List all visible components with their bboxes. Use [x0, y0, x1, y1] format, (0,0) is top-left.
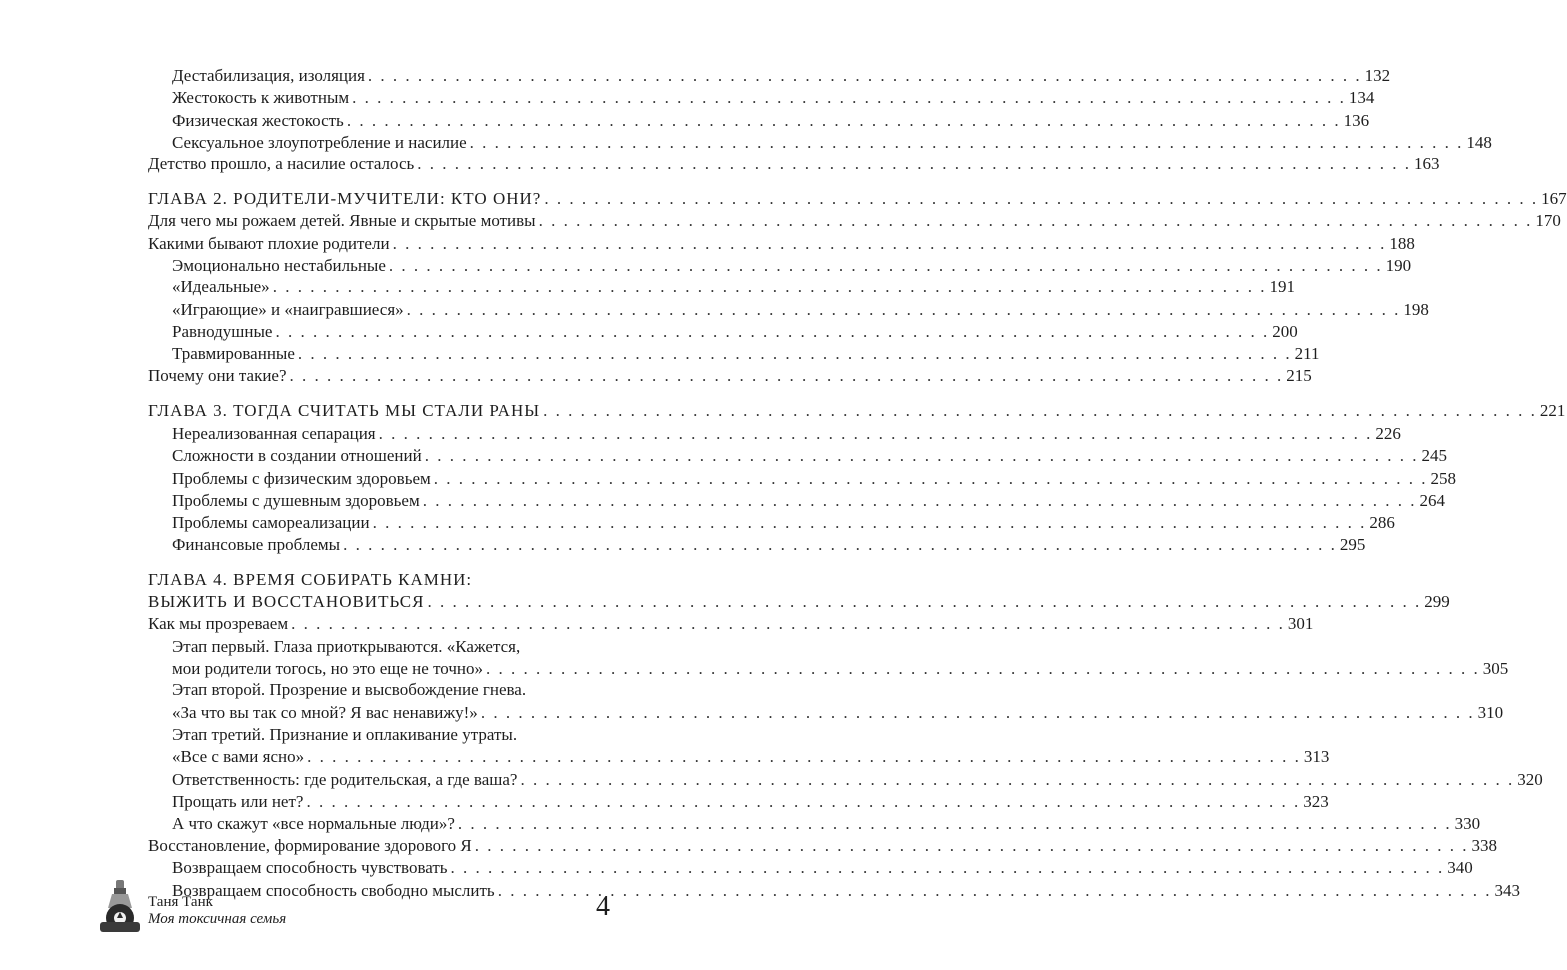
- toc-entry-title: Финансовые проблемы: [172, 535, 341, 554]
- toc-page-number: 198: [1403, 300, 1429, 319]
- toc-page-number: 132: [1364, 66, 1391, 85]
- toc-row: [0, 109, 1370, 133]
- toc-leader-dots: . . . . . . . . . . . . . . . . . . . . . . . . . . . . . . . . . . . . . . . . . . . . . . . . . . . . . . . . . . . . . . . . . . . . . . . . . . . . . . . .: [392, 234, 1387, 253]
- toc-page-number: 245: [1421, 446, 1447, 465]
- toc-row: [0, 612, 1314, 636]
- toc-row: [0, 768, 1543, 792]
- toc-entry-title: ГЛАВА 2. РОДИТЕЛИ-МУЧИТЕЛИ: КТО ОНИ?: [148, 189, 542, 208]
- toc-leader-dots: . . . . . . . . . . . . . . . . . . . . . . . . . . . . . . . . . . . . . . . . . . . . . . . . . . . . . . . . . . . . . . . . . . . . . . . . . . . . . . . .: [450, 858, 1445, 877]
- toc-entry-title: Прощать или нет?: [172, 792, 304, 811]
- toc-page-number: 313: [1303, 747, 1330, 766]
- toc-leader-dots: . . . . . . . . . . . . . . . . . . . . . . . . . . . . . . . . . . . . . . . . . . . . . . . . . . . . . . . . . . . . . . . . . . . . . . . . . . . . . . . .: [297, 344, 1292, 363]
- toc-leader-dots: . . . . . . . . . . . . . . . . . . . . . . . . . . . . . . . . . . . . . . . . . . . . . . . . . . . . . . . . . . . . . . . . . . . . . . . . . . . . . . . .: [433, 469, 1428, 488]
- toc-leader-dots: . . . . . . . . . . . . . . . . . . . . . . . . . . . . . . . . . . . . . . . . . . . . . . . . . . . . . . . . . . . . . . . . . . . . . . . . . . . . . . . .: [544, 189, 1539, 208]
- toc-entry-title: Равнодушные: [172, 322, 273, 341]
- toc-entry-title: «Все с вами ясно»: [172, 747, 305, 766]
- toc-page-number: 299: [1424, 592, 1450, 611]
- toc-leader-dots: . . . . . . . . . . . . . . . . . . . . . . . . . . . . . . . . . . . . . . . . . . . . . . . . . . . . . . . . . . . . . . . . . . . . . . . . . . . . . . . .: [367, 66, 1362, 85]
- toc-leader-dots: . . . . . . . . . . . . . . . . . . . . . . . . . . . . . . . . . . . . . . . . . . . . . . . . . . . . . . . . . . . . . . . . . . . . . . . . . . . . . . . .: [480, 703, 1475, 722]
- toc-row: [0, 444, 1447, 468]
- toc-entry-title: Сложности в создании отношений: [172, 446, 422, 465]
- toc-entry-title: Этап третий. Признание и оплакивание утраты.: [172, 725, 518, 744]
- toc-chapter-row: [0, 568, 617, 592]
- toc-row: [0, 422, 1401, 446]
- toc-page-number: 170: [1535, 211, 1561, 230]
- toc-row: [0, 232, 1415, 256]
- publisher-logo-icon: [98, 878, 142, 936]
- toc-row: [0, 834, 1498, 858]
- toc-leader-dots: . . . . . . . . . . . . . . . . . . . . . . . . . . . . . . . . . . . . . . . . . . . . . . . . . . . . . . . . . . . . . . . . . . . . . . . . . . . . . . . .: [289, 366, 1284, 385]
- toc-row: [0, 467, 1457, 491]
- toc-page-number: 211: [1294, 344, 1320, 363]
- toc-leader-dots: . . . . . . . . . . . . . . . . . . . . . . . . . . . . . . . . . . . . . . . . . . . . . . . . . . . . . . . . . . . . . . . . . . . . . . . . . . . . . . . .: [307, 747, 1301, 766]
- toc-leader-dots: . . . . . . . . . . . . . . . . . . . . . . . . . . . . . . . . . . . . . . . . . . . . . . . . . . . . . . . . . . . . . . . . . . . . . . . . . . . . . . . .: [388, 256, 1383, 275]
- toc-page-number: 163: [1414, 154, 1440, 173]
- toc-row: [0, 678, 617, 702]
- toc-entry-title: Ответственность: где родительская, а где ваша?: [172, 770, 518, 789]
- toc-page-number: 264: [1419, 491, 1445, 510]
- toc-leader-dots: . . . . . . . . . . . . . . . . . . . . . . . . . . . . . . . . . . . . . . . . . . . . . . . . . . . . . . . . . . . . . . . . . . . . . . . . . . . . . . . .: [485, 659, 1480, 678]
- toc-entry-title: Физическая жестокость: [172, 111, 344, 130]
- toc-chapter-row: [0, 590, 1450, 614]
- toc-entry-title: Нереализованная сепарация: [172, 424, 376, 443]
- toc-entry-title: Как мы прозреваем: [148, 614, 289, 633]
- toc-entry-title: Детство прошло, а насилие осталось: [148, 154, 415, 173]
- toc-page-number: 320: [1517, 770, 1543, 789]
- toc-entry-title: Сексуальное злоупотребление и насилие: [172, 133, 467, 152]
- toc-leader-dots: . . . . . . . . . . . . . . . . . . . . . . . . . . . . . . . . . . . . . . . . . . . . . . . . . . . . . . . . . . . . . . . . . . . . . . . . . . . . . . . .: [422, 491, 1417, 510]
- toc-entry-title: Почему они такие?: [148, 366, 287, 385]
- toc-row: [0, 790, 1329, 814]
- toc-entry-title: «Играющие» и «наигравшиеся»: [172, 300, 404, 319]
- toc-page-number: 190: [1385, 256, 1412, 275]
- footer-book-title: Моя токсичная семья: [148, 911, 287, 927]
- toc-entry-title: ГЛАВА 3. ТОГДА СЧИТАТЬ МЫ СТАЛИ РАНЫ: [148, 401, 541, 420]
- toc-leader-dots: . . . . . . . . . . . . . . . . . . . . . . . . . . . . . . . . . . . . . . . . . . . . . . . . . . . . . . . . . . . . . . . . . . . . . . . . . . . . . . . .: [346, 111, 1341, 130]
- toc-leader-dots: . . . . . . . . . . . . . . . . . . . . . . . . . . . . . . . . . . . . . . . . . . . . . . . . . . . . . . . . . . . . . . . . . . . . . . . . . . . . . . . .: [417, 154, 1412, 173]
- toc-entry-title: Возвращаем способность свободно мыслить: [172, 881, 495, 900]
- toc-entry-title: Эмоционально нестабильные: [172, 256, 386, 275]
- toc-entry-title: Травмированные: [172, 344, 295, 363]
- toc-leader-dots: . . . . . . . . . . . . . . . . . . . . . . . . . . . . . . . . . . . . . . . . . . . . . . . . . . . . . . . . . . . . . . . . . . . . . . . . . . . . . . . .: [343, 535, 1337, 554]
- toc-row: [0, 533, 1366, 557]
- toc-leader-dots: . . . . . . . . . . . . . . . . . . . . . . . . . . . . . . . . . . . . . . . . . . . . . . . . . . . . . . . . . . . . . . . . . . . . . . . . . . . . . . . .: [275, 322, 1270, 341]
- toc-leader-dots: . . . . . . . . . . . . . . . . . . . . . . . . . . . . . . . . . . . . . . . . . . . . . . . . . . . . . . . . . . . . . . . . . . . . . . . . . . . . . . . .: [352, 88, 1346, 107]
- toc-leader-dots: . . . . . . . . . . . . . . . . . . . . . . . . . . . . . . . . . . . . . . . . . . . . . . . . . . . . . . . . . . . . . . . . . . . . . . . . . . . . . . . .: [372, 513, 1367, 532]
- toc-row: [0, 489, 1445, 513]
- toc-row: [0, 701, 1504, 725]
- page-number: 4: [596, 891, 610, 922]
- toc-page-number: 338: [1471, 836, 1498, 855]
- toc-row: [0, 86, 1375, 110]
- toc-leader-dots: . . . . . . . . . . . . . . . . . . . . . . . . . . . . . . . . . . . . . . . . . . . . . . . . . . . . . . . . . . . . . . . . . . . . . . . . . . . . . . . .: [272, 277, 1267, 296]
- toc-entry-title: Этап второй. Прозрение и высвобождение гнева.: [172, 680, 527, 699]
- toc-entry-title: «За что вы так со мной? Я вас ненавижу!»: [172, 703, 478, 722]
- toc-leader-dots: . . . . . . . . . . . . . . . . . . . . . . . . . . . . . . . . . . . . . . . . . . . . . . . . . . . . . . . . . . . . . . . . . . . . . . . . . . . . . . . .: [469, 133, 1464, 152]
- toc-leader-dots: . . . . . . . . . . . . . . . . . . . . . . . . . . . . . . . . . . . . . . . . . . . . . . . . . . . . . . . . . . . . . . . . . . . . . . . . . . . . . . . .: [378, 424, 1373, 443]
- toc-page-number: 330: [1454, 814, 1481, 833]
- toc-row: [0, 745, 1330, 769]
- toc-row: [0, 723, 617, 747]
- toc-page-number: 136: [1343, 111, 1370, 130]
- toc-page-number: 310: [1477, 703, 1504, 722]
- toc-leader-dots: . . . . . . . . . . . . . . . . . . . . . . . . . . . . . . . . . . . . . . . . . . . . . . . . . . . . . . . . . . . . . . . . . . . . . . . . . . . . . . . .: [474, 836, 1469, 855]
- toc-entry-title: Этап первый. Глаза приоткрываются. «Кажется,: [172, 637, 521, 656]
- toc-entry-title: Проблемы с физическим здоровьем: [172, 469, 431, 488]
- toc-row: [0, 879, 1520, 903]
- toc-leader-dots: . . . . . . . . . . . . . . . . . . . . . . . . . . . . . . . . . . . . . . . . . . . . . . . . . . . . . . . . . . . . . . . . . . . . . . . . . . . . . . . .: [406, 300, 1401, 319]
- toc-page-number: 188: [1389, 234, 1415, 253]
- toc-row: [0, 64, 1391, 88]
- toc-row: [0, 209, 1561, 233]
- toc-row: [0, 856, 1473, 880]
- footer-author: Таня Танк: [148, 894, 213, 910]
- toc-leader-dots: . . . . . . . . . . . . . . . . . . . . . . . . . . . . . . . . . . . . . . . . . . . . . . . . . . . . . . . . . . . . . . . . . . . . . . . . . . . . . . . .: [424, 446, 1419, 465]
- toc-leader-dots: . . . . . . . . . . . . . . . . . . . . . . . . . . . . . . . . . . . . . . . . . . . . . . . . . . . . . . . . . . . . . . . . . . . . . . . . . . . . . . . .: [543, 401, 1537, 420]
- toc-page-number: 323: [1303, 792, 1329, 811]
- toc-entry-title: Возвращаем способность чувствовать: [172, 858, 448, 877]
- toc-row: [0, 812, 1481, 836]
- toc-leader-dots: . . . . . . . . . . . . . . . . . . . . . . . . . . . . . . . . . . . . . . . . . . . . . . . . . . . . . . . . . . . . . . . . . . . . . . . . . . . . . . . .: [538, 211, 1533, 230]
- toc-page-number: 343: [1494, 881, 1520, 900]
- toc-entry-title: А что скажут «все нормальные люди»?: [172, 814, 455, 833]
- toc-page-number: 295: [1339, 535, 1366, 554]
- toc-entry-title: «Идеальные»: [172, 277, 270, 296]
- toc-leader-dots: . . . . . . . . . . . . . . . . . . . . . . . . . . . . . . . . . . . . . . . . . . . . . . . . . . . . . . . . . . . . . . . . . . . . . . . . . . . . . . . .: [497, 881, 1492, 900]
- toc-chapter-row: [0, 399, 1566, 423]
- toc-row: [0, 275, 1295, 299]
- toc-entry-title: мои родители тогось, но это еще не точно»: [172, 659, 483, 678]
- toc-page-number: 258: [1430, 469, 1457, 488]
- toc-leader-dots: . . . . . . . . . . . . . . . . . . . . . . . . . . . . . . . . . . . . . . . . . . . . . . . . . . . . . . . . . . . . . . . . . . . . . . . . . . . . . . . .: [427, 592, 1422, 611]
- toc-leader-dots: . . . . . . . . . . . . . . . . . . . . . . . . . . . . . . . . . . . . . . . . . . . . . . . . . . . . . . . . . . . . . . . . . . . . . . . . . . . . . . . .: [520, 770, 1515, 789]
- toc-entry-title: ГЛАВА 4. ВРЕМЯ СОБИРАТЬ КАМНИ:: [148, 570, 473, 589]
- toc-entry-title: Жестокость к животным: [172, 88, 350, 107]
- toc-entry-title: Для чего мы рожаем детей. Явные и скрытые мотивы: [148, 211, 536, 230]
- toc-row: [0, 511, 1395, 535]
- toc-page-number: 226: [1375, 424, 1401, 443]
- toc-leader-dots: . . . . . . . . . . . . . . . . . . . . . . . . . . . . . . . . . . . . . . . . . . . . . . . . . . . . . . . . . . . . . . . . . . . . . . . . . . . . . . . .: [291, 614, 1285, 633]
- toc-page-number: 221: [1539, 401, 1566, 420]
- toc-row: [0, 152, 1440, 176]
- toc-entry-title: Дестабилизация, изоляция: [172, 66, 365, 85]
- toc-page-number: 340: [1447, 858, 1473, 877]
- toc-page-number: 200: [1272, 322, 1298, 341]
- toc-page-number: 148: [1466, 133, 1492, 152]
- toc-row: [0, 635, 617, 659]
- toc-entry-title: Восстановление, формирование здорового Я: [148, 836, 472, 855]
- toc-page-number: 134: [1348, 88, 1375, 107]
- toc-page-number: 167: [1541, 189, 1567, 208]
- toc-page-number: 305: [1482, 659, 1509, 678]
- toc-entry-title: Какими бывают плохие родители: [148, 234, 390, 253]
- toc-chapter-row: [0, 187, 1567, 211]
- toc-page-number: 191: [1269, 277, 1295, 296]
- toc-entry-title: ВЫЖИТЬ И ВОССТАНОВИТЬСЯ: [148, 592, 425, 611]
- toc-page-number: 215: [1286, 366, 1312, 385]
- toc-leader-dots: . . . . . . . . . . . . . . . . . . . . . . . . . . . . . . . . . . . . . . . . . . . . . . . . . . . . . . . . . . . . . . . . . . . . . . . . . . . . . . . .: [457, 814, 1452, 833]
- toc-page-number: 301: [1287, 614, 1314, 633]
- toc-row: [0, 342, 1320, 366]
- toc-entry-title: Проблемы с душевным здоровьем: [172, 491, 420, 510]
- toc-row: [0, 364, 1312, 388]
- toc-entry-title: Проблемы самореализации: [172, 513, 370, 532]
- toc-row: [0, 298, 1429, 322]
- toc-page-number: 286: [1369, 513, 1395, 532]
- toc-row: [0, 320, 1298, 344]
- toc-leader-dots: . . . . . . . . . . . . . . . . . . . . . . . . . . . . . . . . . . . . . . . . . . . . . . . . . . . . . . . . . . . . . . . . . . . . . . . . . . . . . . . .: [306, 792, 1301, 811]
